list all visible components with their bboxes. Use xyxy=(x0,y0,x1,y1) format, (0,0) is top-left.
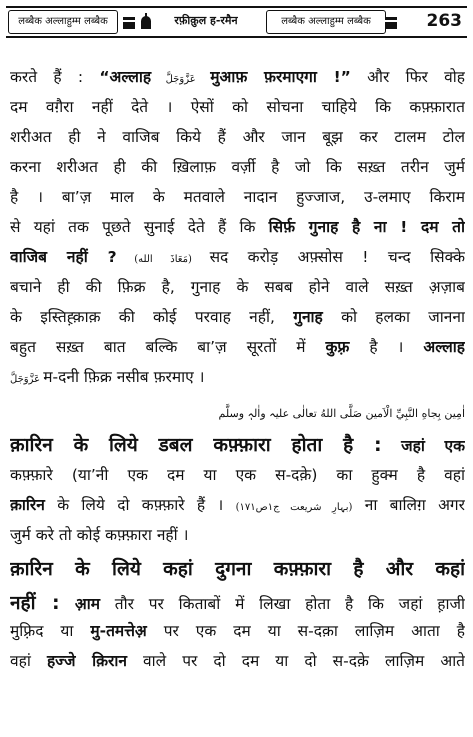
bold-text: मुआफ़ फ़रमाएगा !” xyxy=(210,68,351,86)
text-line xyxy=(10,65,465,95)
text-line xyxy=(10,619,465,649)
text-span: और फिर वोह xyxy=(350,68,465,86)
header-label-box-left: लब्बैक अल्लाहुम्म लब्बैक xyxy=(8,10,118,34)
arabic-text: عَزَّوَجَلَّ xyxy=(10,374,44,385)
bold-text: वाजिब नहीं ? xyxy=(10,248,117,266)
text-line: दम वग़ैरा नहीं देते । ऐसों को सोचना चाहिये कि कफ़्फ़ारात xyxy=(10,98,465,116)
bold-text: “अल्लाह xyxy=(99,68,152,86)
text-line xyxy=(10,335,465,365)
text-span: म-दनी फ़िक्र नसीब फ़रमाए । xyxy=(43,368,205,386)
heading-text: नहीं : xyxy=(10,592,60,614)
bold-text: अल्लाह xyxy=(423,338,465,356)
text-span: वाले पर दो दम या दो स-दक़े लाज़िम आते xyxy=(126,652,465,670)
bold-text: गुनाह xyxy=(293,308,323,326)
citation-text: (بہارِ شریعت ج١ص١٧١) xyxy=(235,502,353,513)
text-line xyxy=(10,493,465,523)
text-line: जुर्म करे तो कोई कफ़्फ़ारा नहीं । xyxy=(10,526,189,544)
bold-text: कुफ़्र xyxy=(325,338,350,356)
text-line xyxy=(10,245,465,275)
text-span: के लिये दो कफ़्फ़ारे हैं । xyxy=(44,496,236,514)
bold-text: हज्जे क़िरान xyxy=(46,652,127,670)
text-span: बहुत सख़्त बात बल्कि बा’ज़ सूरतों में xyxy=(10,338,326,356)
text-line xyxy=(10,305,465,335)
text-line: बचाने ही की फ़िक्र है, गुनाह के सबब होने वाले सख़्त अ़ज़ाब xyxy=(10,278,465,296)
heading-text: क़ारिन के लिये डबल कफ़्फ़ारा होता है : xyxy=(10,434,382,456)
page-number: 263 xyxy=(426,11,462,31)
text-span: वहां xyxy=(10,652,47,670)
header-bottom-rule xyxy=(6,36,467,38)
header-label-box-right: लब्बैक अल्लाहुम्म लब्बैक xyxy=(266,10,386,34)
bold-text: जहां एक xyxy=(381,437,465,455)
dua-line: اٰمِين بِجاهِ النَّبِيِّ الْاَمين صَلَّى اللهُ تعالٰی علیہ واٰلہٖ وسلَّم xyxy=(218,407,465,420)
text-span: को हलका जानना xyxy=(322,308,465,326)
text-line xyxy=(10,215,465,245)
arabic-text: (مَعَاذَ الله) xyxy=(116,254,210,265)
text-span: मुफ़्रिद या xyxy=(10,622,91,640)
text-line xyxy=(10,649,465,679)
arabic-text: عَزَّوَجَلَّ xyxy=(151,74,211,85)
text-line: है । बा’ज़ माल के मतवाले नादान हुज्जाज, उ-लमाए किराम xyxy=(10,188,465,206)
dome-icon xyxy=(139,12,153,30)
text-line: कफ़्फ़ारे (या’नी एक दम या एक स-दक़े) का हुक्म है वहां xyxy=(10,466,465,484)
text-span: पर एक दम या स-दक़ा लाज़िम आता है xyxy=(146,622,465,640)
bold-text: सिर्फ़ गुनाह है ना ! दम तो xyxy=(268,218,465,236)
text-line xyxy=(10,589,465,619)
text-line: करना शरीअत ही की ख़िलाफ़ वर्ज़ी है जो कि सख़्त तरीन जुर्म xyxy=(10,158,465,176)
text-span: करते हैं : xyxy=(10,68,100,86)
bold-text: मु-तमत्तेअ़ xyxy=(90,622,147,640)
text-span: के इस्तिह़्क़ाक़ की कोई परवाह नहीं, xyxy=(10,308,294,326)
bold-text: आ़म xyxy=(59,595,100,613)
section-heading: क़ारिन के लिये कहां दुगना कफ़्फ़ारा है और कहां xyxy=(10,558,465,580)
text-span: ना बालिग़ अगर xyxy=(352,496,465,514)
bold-text: क़ारिन xyxy=(10,496,45,514)
text-line: शरीअत ही ने वाजिब किये हैं और जान बूझ कर टालम टोल xyxy=(10,128,465,146)
page-header xyxy=(6,6,467,38)
text-line xyxy=(10,365,465,395)
section-heading xyxy=(10,431,465,463)
text-span: है । xyxy=(349,338,424,356)
header-top-rule xyxy=(6,6,467,8)
text-span: से यहां तक पूछते सुनाई देते हैं कि xyxy=(10,218,269,236)
text-span: तौर पर किताबों में लिखा होता है कि जहां ह़ाजी xyxy=(99,595,465,613)
text-span: सद करोड़ अफ़्सोस ! चन्द सिक्के xyxy=(209,248,465,266)
header-subtitle: रफ़ीक़ुल ह-रमैन xyxy=(174,14,238,27)
kaaba-icon xyxy=(122,12,136,30)
